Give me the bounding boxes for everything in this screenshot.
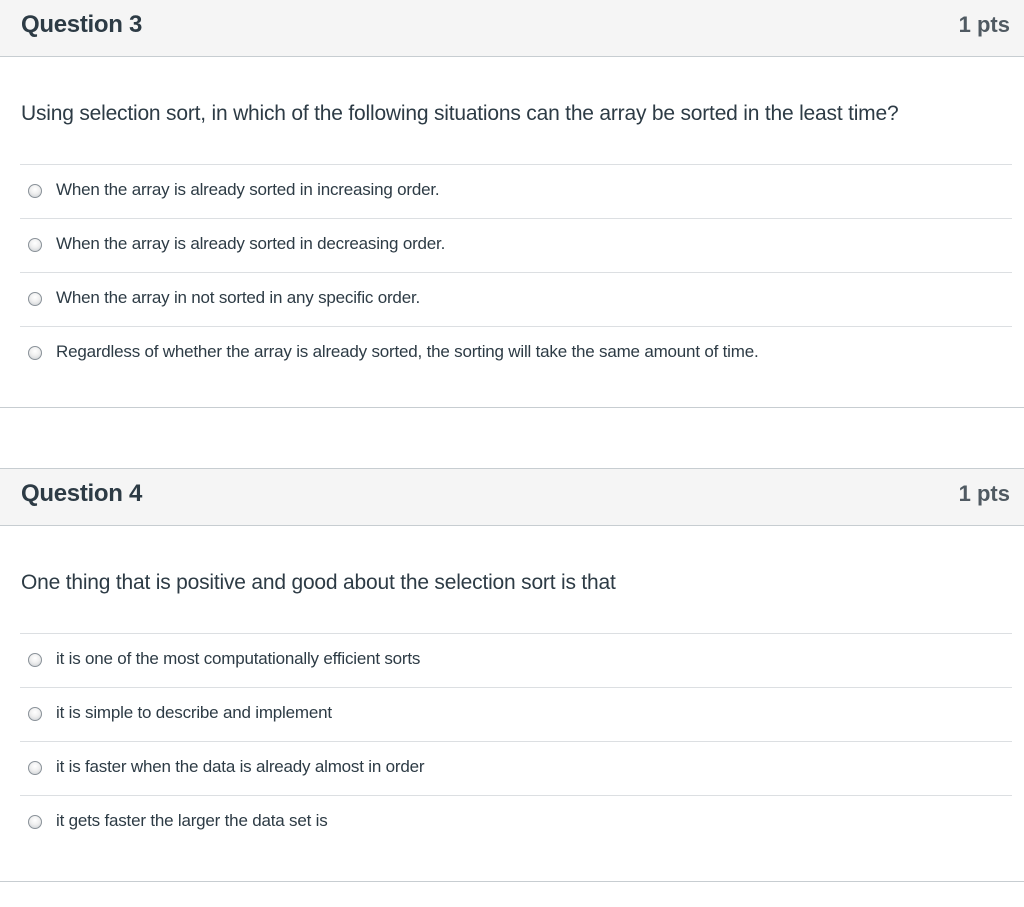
answer-label[interactable]: When the array is already sorted in decreasing order. bbox=[56, 234, 446, 253]
answer-label[interactable]: it is faster when the data is already almost in order bbox=[56, 757, 425, 776]
radio-button[interactable] bbox=[28, 761, 42, 775]
answer-option[interactable] bbox=[20, 742, 1012, 796]
radio-button[interactable] bbox=[28, 815, 42, 829]
question-header bbox=[0, 469, 1024, 526]
radio-button[interactable] bbox=[28, 653, 42, 667]
answer-option[interactable] bbox=[20, 327, 1012, 380]
answer-option[interactable] bbox=[20, 688, 1012, 742]
answer-option[interactable] bbox=[20, 634, 1012, 688]
answer-label[interactable]: it gets faster the larger the data set is bbox=[56, 811, 328, 830]
answer-option[interactable] bbox=[20, 273, 1012, 327]
question-points: 1 pts bbox=[958, 12, 1010, 37]
answer-label[interactable]: When the array in not sorted in any specific order. bbox=[56, 288, 420, 307]
question-text: One thing that is positive and good about the selection sort is that bbox=[21, 571, 616, 594]
radio-button[interactable] bbox=[28, 184, 42, 198]
answer-label[interactable]: When the array is already sorted in increasing order. bbox=[56, 180, 440, 199]
question-title: Question 4 bbox=[21, 480, 143, 507]
radio-button[interactable] bbox=[28, 707, 42, 721]
question-text: Using selection sort, in which of the following situations can the array be sorted in the least time? bbox=[21, 102, 899, 125]
question-header bbox=[0, 0, 1024, 57]
answer-list bbox=[20, 164, 1012, 380]
answer-option[interactable] bbox=[20, 796, 1012, 849]
answer-option[interactable] bbox=[20, 219, 1012, 273]
question-3 bbox=[0, 0, 1024, 408]
answer-list bbox=[20, 633, 1012, 849]
answer-label[interactable]: it is one of the most computationally efficient sorts bbox=[56, 649, 421, 668]
radio-button[interactable] bbox=[28, 346, 42, 360]
radio-button[interactable] bbox=[28, 292, 42, 306]
answer-option[interactable] bbox=[20, 165, 1012, 219]
radio-button[interactable] bbox=[28, 238, 42, 252]
question-points: 1 pts bbox=[958, 481, 1010, 506]
answer-label[interactable]: Regardless of whether the array is already sorted, the sorting will take the same amount of time. bbox=[56, 342, 759, 361]
answer-label[interactable]: it is simple to describe and implement bbox=[56, 703, 332, 722]
question-4 bbox=[0, 468, 1024, 882]
question-title: Question 3 bbox=[21, 11, 143, 38]
